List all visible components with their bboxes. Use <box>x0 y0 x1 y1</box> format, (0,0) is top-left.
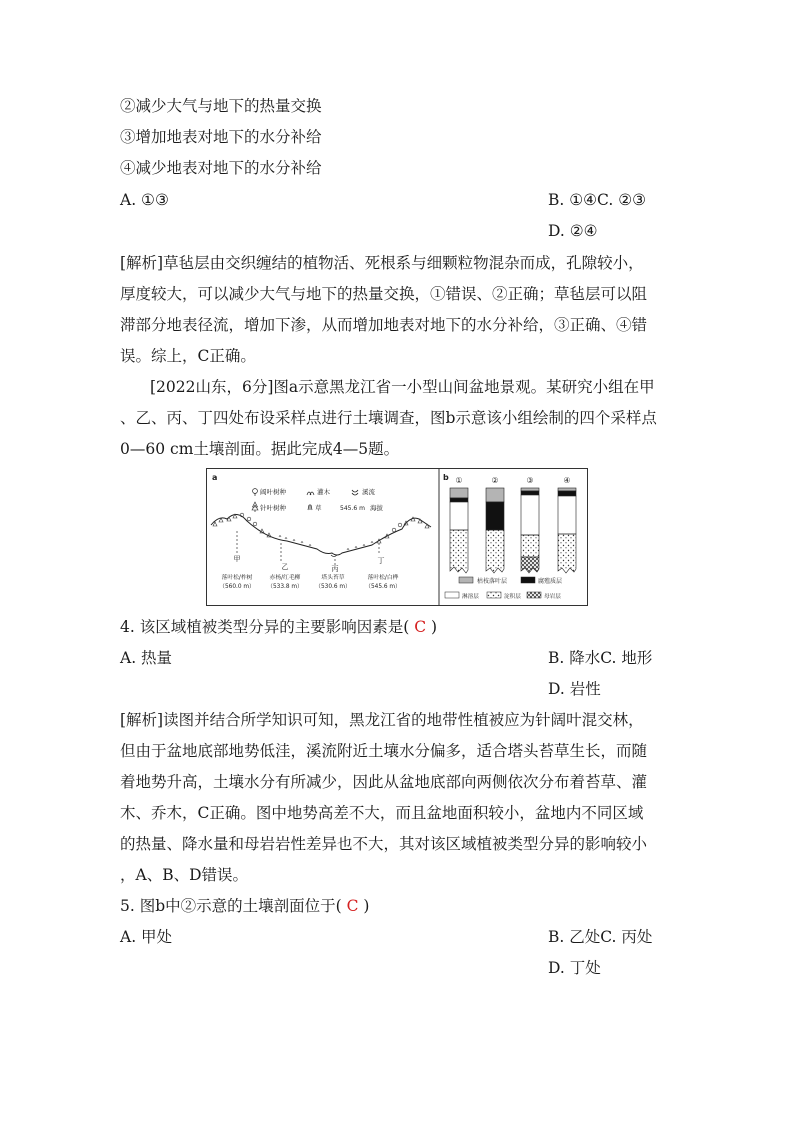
legend-swatch-parent <box>527 592 541 598</box>
legend-elev-value: 545.6 m <box>340 505 365 512</box>
analysis-line: [解析]草毡层由交织缠结的植物活、死根系与细颗粒物混杂而成，孔隙较小， <box>120 254 644 272</box>
analysis-line: [解析]读图并结合所学知识可知，黑龙江省的地带性植被应为针阔叶混交林， <box>120 711 644 729</box>
soil-column-3 <box>521 488 539 573</box>
panel-a-legend <box>252 487 384 512</box>
svg-text:塔头苔草: 塔头苔草 <box>321 575 345 581</box>
svg-text:丙: 丙 <box>331 565 339 573</box>
conifer-icon <box>252 502 258 512</box>
panel-b-letter: b <box>443 473 449 482</box>
intro-line: 0—60 cm土壤剖面。据此完成4—5题。 <box>120 440 400 458</box>
legend-elev-label: 海拔 <box>370 504 383 512</box>
analysis-line: 着地势升高，土壤水分有所减少，因此从盆地底部向两侧依次分布着苔草、灌 <box>120 773 648 791</box>
question-5-suffix: ) <box>363 897 370 915</box>
panel-a <box>211 473 431 590</box>
question-4-stem <box>120 617 437 637</box>
svg-text:（560.0 m）: （560.0 m） <box>219 584 255 590</box>
analysis-line: 木、乔木，C正确。图中地势高差不大，而且盆地面积较小，盆地内不同区域 <box>120 804 644 822</box>
soil-column-2 <box>486 488 504 573</box>
legend-illuvial: 淀积层 <box>504 594 521 600</box>
column-label: ① <box>455 476 463 485</box>
choice-bc: B. 降水C. 地形 <box>548 649 653 667</box>
choice-a: A. 热量 <box>120 649 173 667</box>
svg-text:丁: 丁 <box>377 557 385 565</box>
option-item-2: ②减少大气与地下的热量交换 <box>120 97 322 115</box>
analysis-line: 的热量、降水量和母岩岩性差异也不大，其对该区域植被类型分异的影响较小 <box>120 835 648 853</box>
svg-text:乙: 乙 <box>281 563 289 571</box>
analysis-line: ，A、B、D错误。 <box>120 866 249 884</box>
legend-swatch-humus <box>521 577 535 583</box>
legend-swatch-litter <box>459 577 473 583</box>
choice-a: A. 甲处 <box>120 928 173 946</box>
column-label: ② <box>491 476 499 485</box>
svg-text:落叶松/白桦: 落叶松/白桦 <box>367 575 399 581</box>
shrub-icon <box>307 492 314 495</box>
svg-text:（533.8 m）: （533.8 m） <box>267 584 303 590</box>
svg-text:（530.6 m）: （530.6 m） <box>315 584 351 590</box>
svg-text:（545.6 m）: （545.6 m） <box>365 584 401 590</box>
choice-a: A. ①③ <box>120 191 169 209</box>
choice-bc: B. 乙处C. 丙处 <box>548 928 653 946</box>
site-markers <box>237 531 379 565</box>
legend-shrub: 灌木 <box>317 488 330 496</box>
grass-icon <box>308 504 312 510</box>
column-label: ④ <box>563 476 571 485</box>
intro-line: 、乙、丙、丁四处布设采样点进行土壤调查，图b示意该小组绘制的四个采样点 <box>120 409 657 427</box>
choice-d: D. 丁处 <box>548 959 601 977</box>
choice-bc: B. ①④C. ②③ <box>548 191 646 209</box>
choice-d: D. 岩性 <box>548 680 601 698</box>
svg-text:落叶松/柞树: 落叶松/柞树 <box>221 575 253 581</box>
question-4-prefix: 4. 该区域植被类型分异的主要影响因素是( <box>120 618 410 636</box>
question-4-suffix: ) <box>430 618 438 636</box>
panel-b-legend <box>445 577 562 600</box>
legend-broadleaf: 阔叶树种 <box>260 488 286 496</box>
option-item-4: ④减少地表对地下的水分补给 <box>120 159 322 177</box>
stream-icon <box>352 490 358 495</box>
option-item-3: ③增加地表对地下的水分补给 <box>120 128 322 146</box>
site-yi <box>267 563 303 590</box>
legend-grass: 草 <box>315 504 322 512</box>
column-label: ③ <box>526 476 534 485</box>
question-5-stem <box>120 896 369 916</box>
question-5-prefix: 5. 图b中②示意的土壤剖面位于( <box>120 897 342 915</box>
legend-swatch-eluvial <box>445 592 459 598</box>
intro-line: [2022山东，6分]图a示意黑龙江省一小型山间盆地景观。某研究小组在甲 <box>150 378 655 396</box>
soil-column-1 <box>450 488 468 573</box>
panel-a-letter: a <box>212 473 218 482</box>
svg-text:赤杨/红毛柳: 赤杨/红毛柳 <box>269 575 301 581</box>
question-4-answer: C <box>409 618 431 636</box>
soil-column-4 <box>558 488 576 573</box>
legend-swatch-illuvial <box>487 592 501 598</box>
broadleaf-icon <box>253 489 258 496</box>
choice-d: D. ②④ <box>548 222 598 240</box>
svg-text:甲: 甲 <box>233 555 241 563</box>
analysis-line: 滞部分地表径流，增加下渗，从而增加地表对地下的水分补给，③正确、④错 <box>120 316 648 334</box>
legend-parent: 母岩层 <box>544 594 561 600</box>
site-jia <box>219 555 255 590</box>
legend-conifer: 针叶树种 <box>260 504 286 512</box>
figure-soil-profile <box>206 468 588 606</box>
site-bing <box>315 565 351 590</box>
analysis-line: 但由于盆地底部地势低洼，溪流附近土壤水分偏多，适合塔头苔草生长，而随 <box>120 742 648 760</box>
terrain-profile <box>211 514 431 555</box>
legend-stream: 溪流 <box>362 488 375 496</box>
panel-b <box>443 473 576 600</box>
legend-humus: 腐殖质层 <box>538 578 563 585</box>
analysis-line: 误。综上，C正确。 <box>120 347 256 365</box>
legend-eluvial: 淋溶层 <box>462 594 479 600</box>
analysis-line: 厚度较大，可以减少大气与地下的热量交换，①错误、②正确；草毡层可以阻 <box>120 285 648 303</box>
legend-litter: 枯枝落叶层 <box>477 578 508 585</box>
site-ding <box>365 557 401 590</box>
question-5-answer: C <box>341 897 364 915</box>
